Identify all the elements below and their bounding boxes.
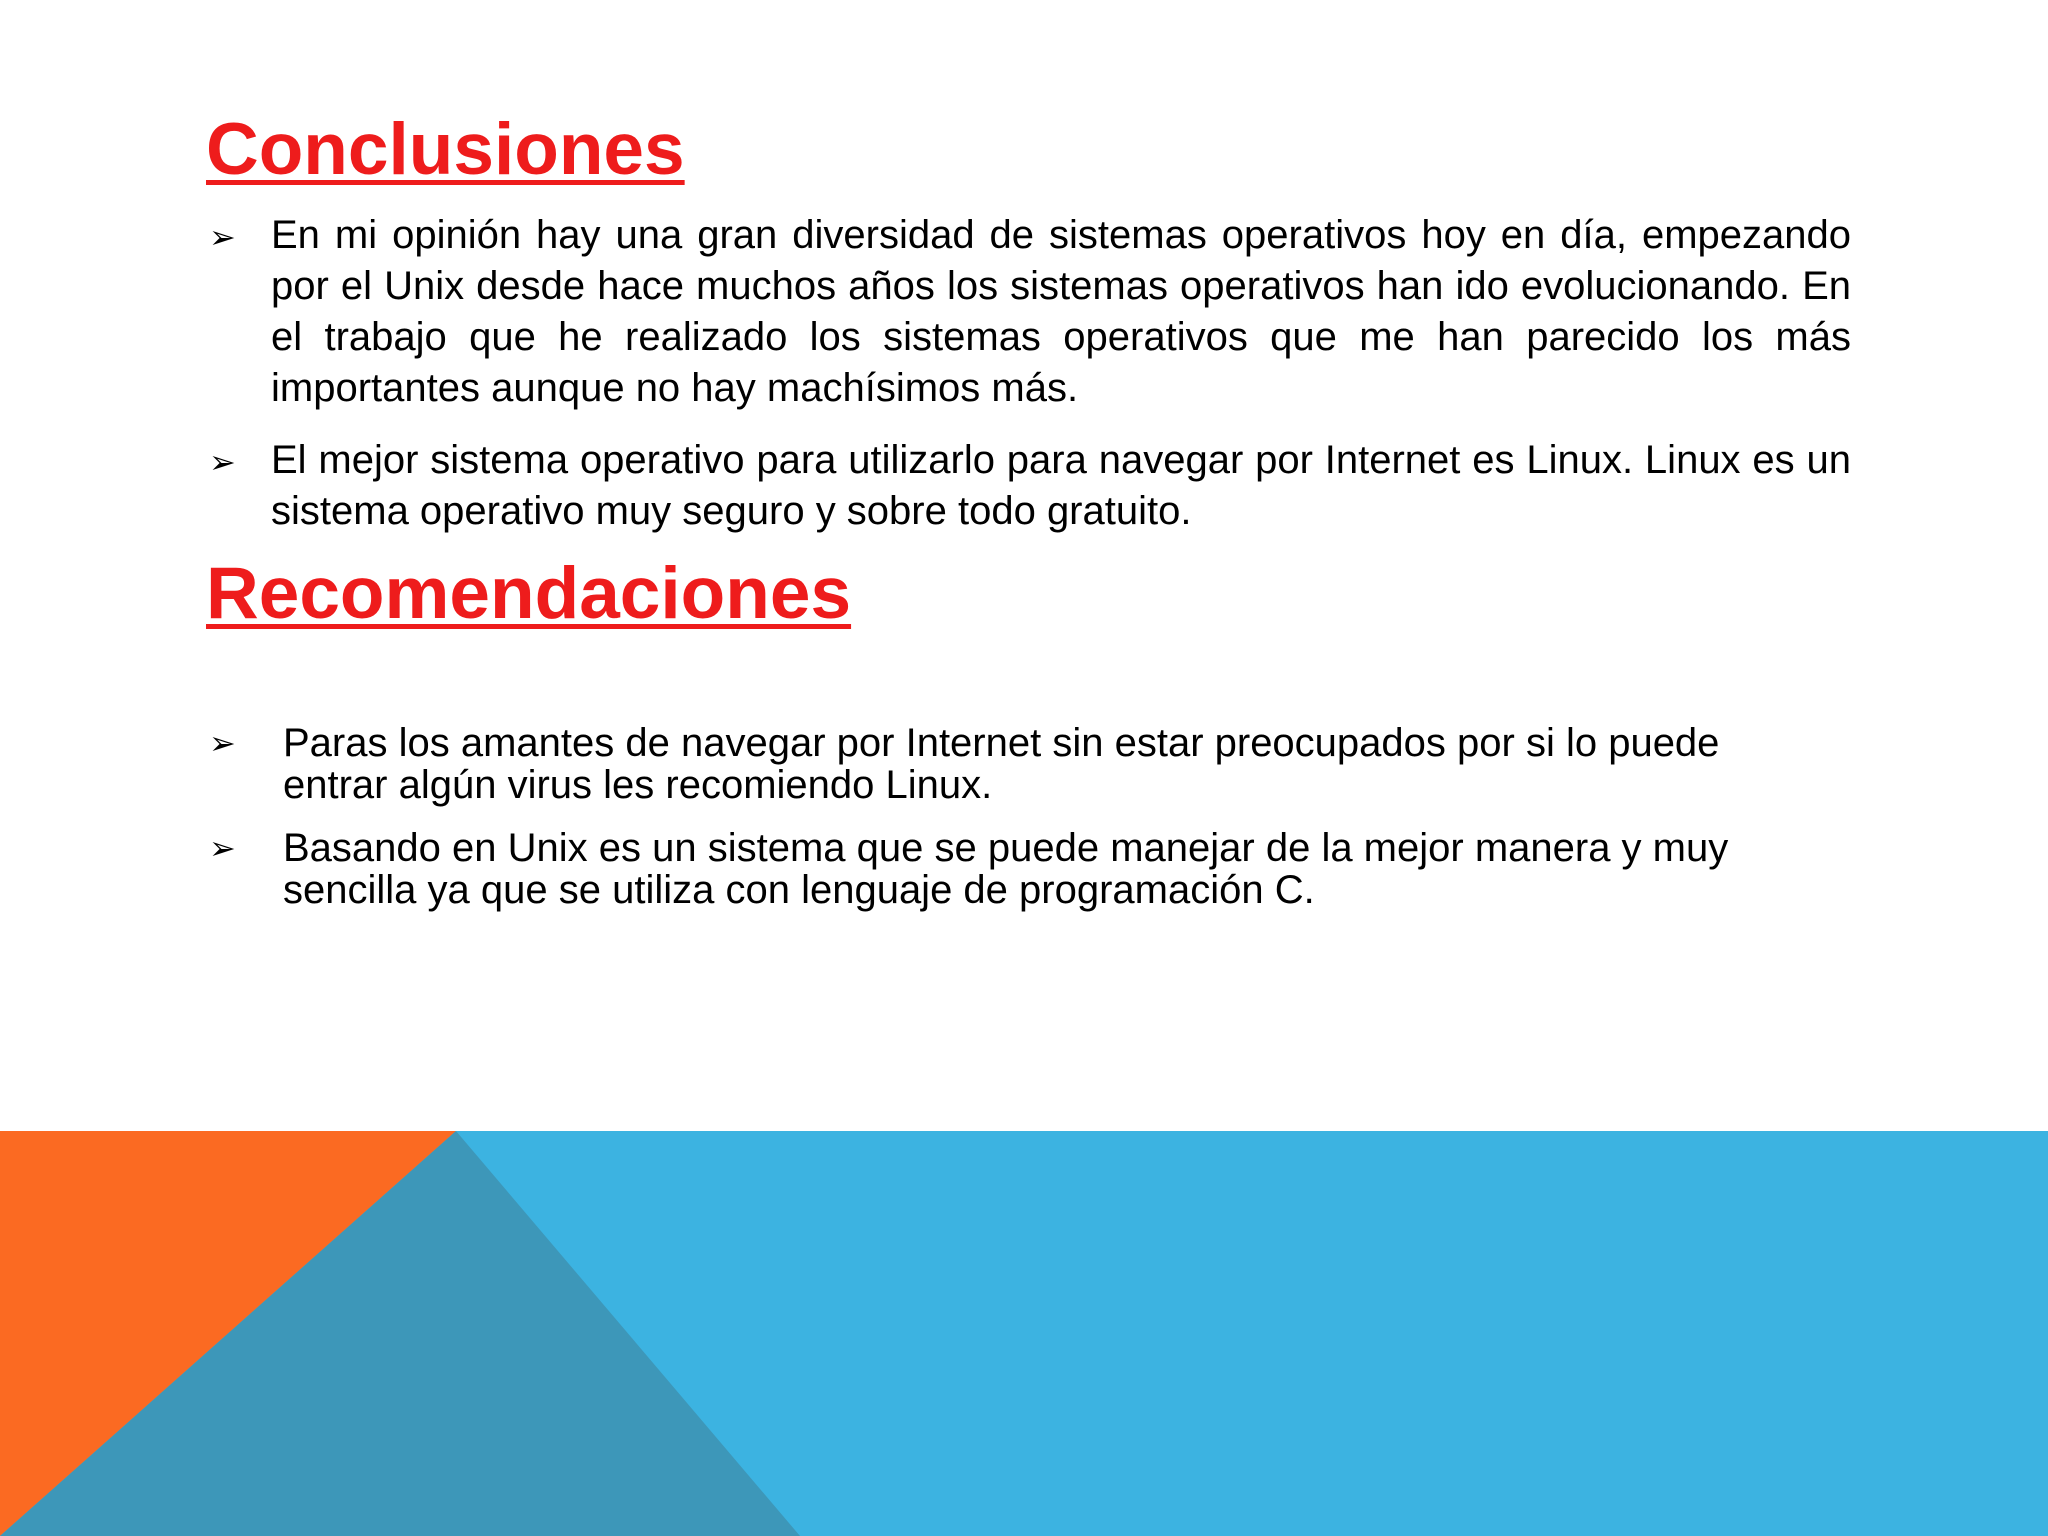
arrowhead-bullet-icon: ➢	[209, 444, 236, 480]
recommendations-heading: Recomendaciones	[206, 553, 852, 634]
decorative-band	[0, 1131, 2048, 1536]
list-item	[206, 827, 1831, 911]
arrowhead-bullet-icon: ➢	[209, 830, 236, 866]
list-item-text: En mi opinión hay una gran diversidad de sistemas operativos hoy en día, empezando por el Unix desde hace muchos años los sistemas operativos han ido evolucionando. En el trabajo que he realizado los sistemas operativos que me han parecido los más importantes aunque no hay machísimos más.	[271, 213, 1851, 410]
arrowhead-bullet-icon: ➢	[209, 219, 236, 255]
list-item-text: Paras los amantes de navegar por Internet sin estar preocupados por si lo puede entrar algún virus les recomiendo Linux.	[283, 721, 1720, 807]
list-item	[206, 210, 1851, 414]
recommendations-list	[206, 722, 1831, 911]
slide-content	[206, 108, 1851, 911]
conclusions-list	[206, 210, 1851, 537]
list-item-text: Basando en Unix es un sistema que se puede manejar de la mejor manera y muy sencilla ya que se utiliza con lenguaje de programación C.	[283, 826, 1729, 912]
conclusions-heading: Conclusiones	[206, 109, 685, 190]
list-item	[206, 435, 1851, 537]
list-item	[206, 722, 1831, 806]
arrowhead-bullet-icon: ➢	[209, 725, 236, 761]
list-item-text: El mejor sistema operativo para utilizarlo para navegar por Internet es Linux. Linux es un sistema operativo muy seguro y sobre todo gratuito.	[271, 438, 1851, 533]
